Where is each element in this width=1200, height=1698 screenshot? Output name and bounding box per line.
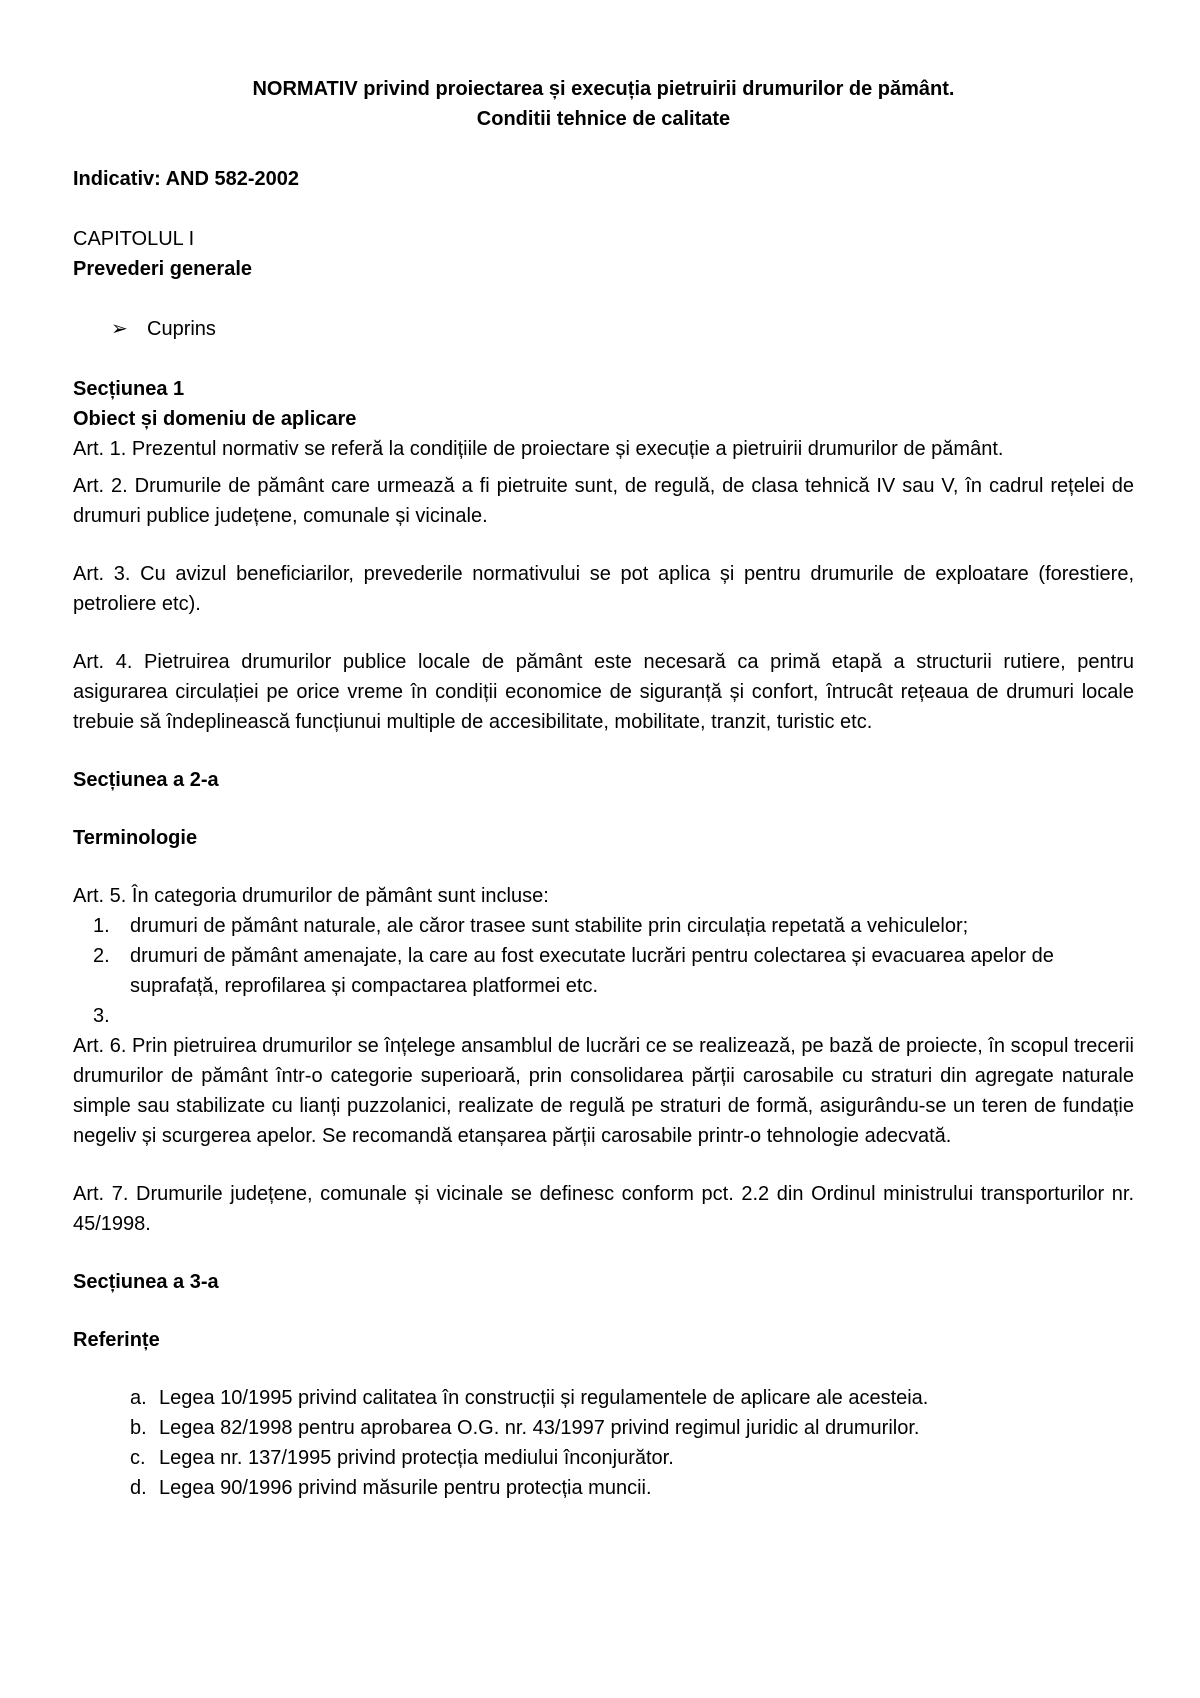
list-item-text: Legea nr. 137/1995 privind protecția mediului înconjurător.	[159, 1447, 674, 1469]
list-item-text: drumuri de pământ naturale, ale căror trasee sunt stabilite prin circulația repetată a vehiculelor;	[130, 915, 969, 937]
list-item-text: Legea 10/1995 privind calitatea în construcții și regulamentele de aplicare ale acesteia.	[159, 1387, 929, 1409]
article-5-intro: Art. 5. În categoria drumurilor de pământ sunt incluse:	[73, 885, 549, 907]
section-1-subheading: Obiect și domeniu de aplicare	[73, 408, 357, 430]
list-item	[73, 1001, 1134, 1031]
references-list	[73, 1383, 1134, 1503]
article-6: Art. 6. Prin pietruirea drumurilor se înțelege ansamblul de lucrări ce se realizează, pe bază de proiecte, în scopul trecerii drumurilor de pământ într-o categorie superioară, prin consolidarea părții carosabile cu straturi din agregate naturale simple sau stabilizate cu lianți puzzolanici, realizate de regulă pe straturi de formă, asigurându-se un teren de fundație negeliv și scurgerea apelor. Se recomandă etanșarea părții carosabile printr-o tehnologie adecvată.	[73, 1035, 1134, 1147]
list-marker: c.	[130, 1447, 146, 1469]
toc-label: Cuprins	[147, 318, 216, 340]
list-marker: a.	[130, 1387, 147, 1409]
list-item	[73, 941, 1134, 1001]
list-marker: 3.	[93, 1005, 110, 1027]
list-item-text: Legea 90/1996 privind măsurile pentru protecția muncii.	[159, 1477, 652, 1499]
section-3-heading: Secțiunea a 3-a	[73, 1271, 219, 1293]
list-marker: d.	[130, 1477, 147, 1499]
indicativ: Indicativ: AND 582-2002	[73, 168, 300, 190]
chapter-name: Prevederi generale	[73, 258, 252, 280]
section-1-heading: Secțiunea 1	[73, 378, 185, 400]
list-item-text: drumuri de pământ amenajate, la care au fost executate lucrări pentru colectarea și evacuarea apelor de suprafață, reprofilarea și compactarea platformei etc.	[130, 945, 1054, 997]
list-marker: 1.	[93, 915, 110, 937]
list-item	[73, 1413, 1134, 1443]
section-3-subheading: Referințe	[73, 1329, 160, 1351]
article-7: Art. 7. Drumurile județene, comunale și vicinale se definesc conform pct. 2.2 din Ordinul ministrului transporturilor nr. 45/1998.	[73, 1183, 1134, 1235]
article-3: Art. 3. Cu avizul beneficiarilor, prevederile normativului se pot aplica și pentru drumurile de exploatare (forestiere, petroliere etc).	[73, 563, 1134, 615]
list-item	[73, 1473, 1134, 1503]
article-1: Art. 1. Prezentul normativ se referă la condițiile de proiectare și execuție a pietruirii drumurilor de pământ.	[73, 438, 1004, 460]
document-title	[73, 74, 1134, 134]
article-5-list	[73, 911, 1134, 1031]
toc-item	[73, 314, 1134, 344]
article-4: Art. 4. Pietruirea drumurilor publice locale de pământ este necesară ca primă etapă a structurii rutiere, pentru asigurarea circulației pe orice vreme în condiții economice de siguranță și confort, întrucât rețeaua de drumuri locale trebuie să îndeplinească funcțiunui multiple de accesibilitate, mobilitate, tranzit, turistic etc.	[73, 651, 1134, 733]
section-2-subheading: Terminologie	[73, 827, 198, 849]
article-2: Art. 2. Drumurile de pământ care urmează a fi pietruite sunt, de regulă, de clasa tehnică IV sau V, în cadrul rețelei de drumuri publice județene, comunale și vicinale.	[73, 475, 1134, 527]
arrow-bullet-icon: ➢	[111, 318, 128, 340]
title-line-2: Conditii tehnice de calitate	[476, 108, 731, 130]
list-marker: b.	[130, 1417, 147, 1439]
list-marker: 2.	[93, 945, 110, 967]
section-2-heading: Secțiunea a 2-a	[73, 769, 219, 791]
list-item	[73, 1383, 1134, 1413]
chapter-number: CAPITOLUL I	[73, 228, 195, 250]
list-item-text: Legea 82/1998 pentru aprobarea O.G. nr. 43/1997 privind regimul juridic al drumurilor.	[159, 1417, 920, 1439]
list-item	[73, 1443, 1134, 1473]
list-item	[73, 911, 1134, 941]
title-line-1: NORMATIV privind proiectarea și execuția pietruirii drumurilor de pământ.	[252, 78, 955, 100]
